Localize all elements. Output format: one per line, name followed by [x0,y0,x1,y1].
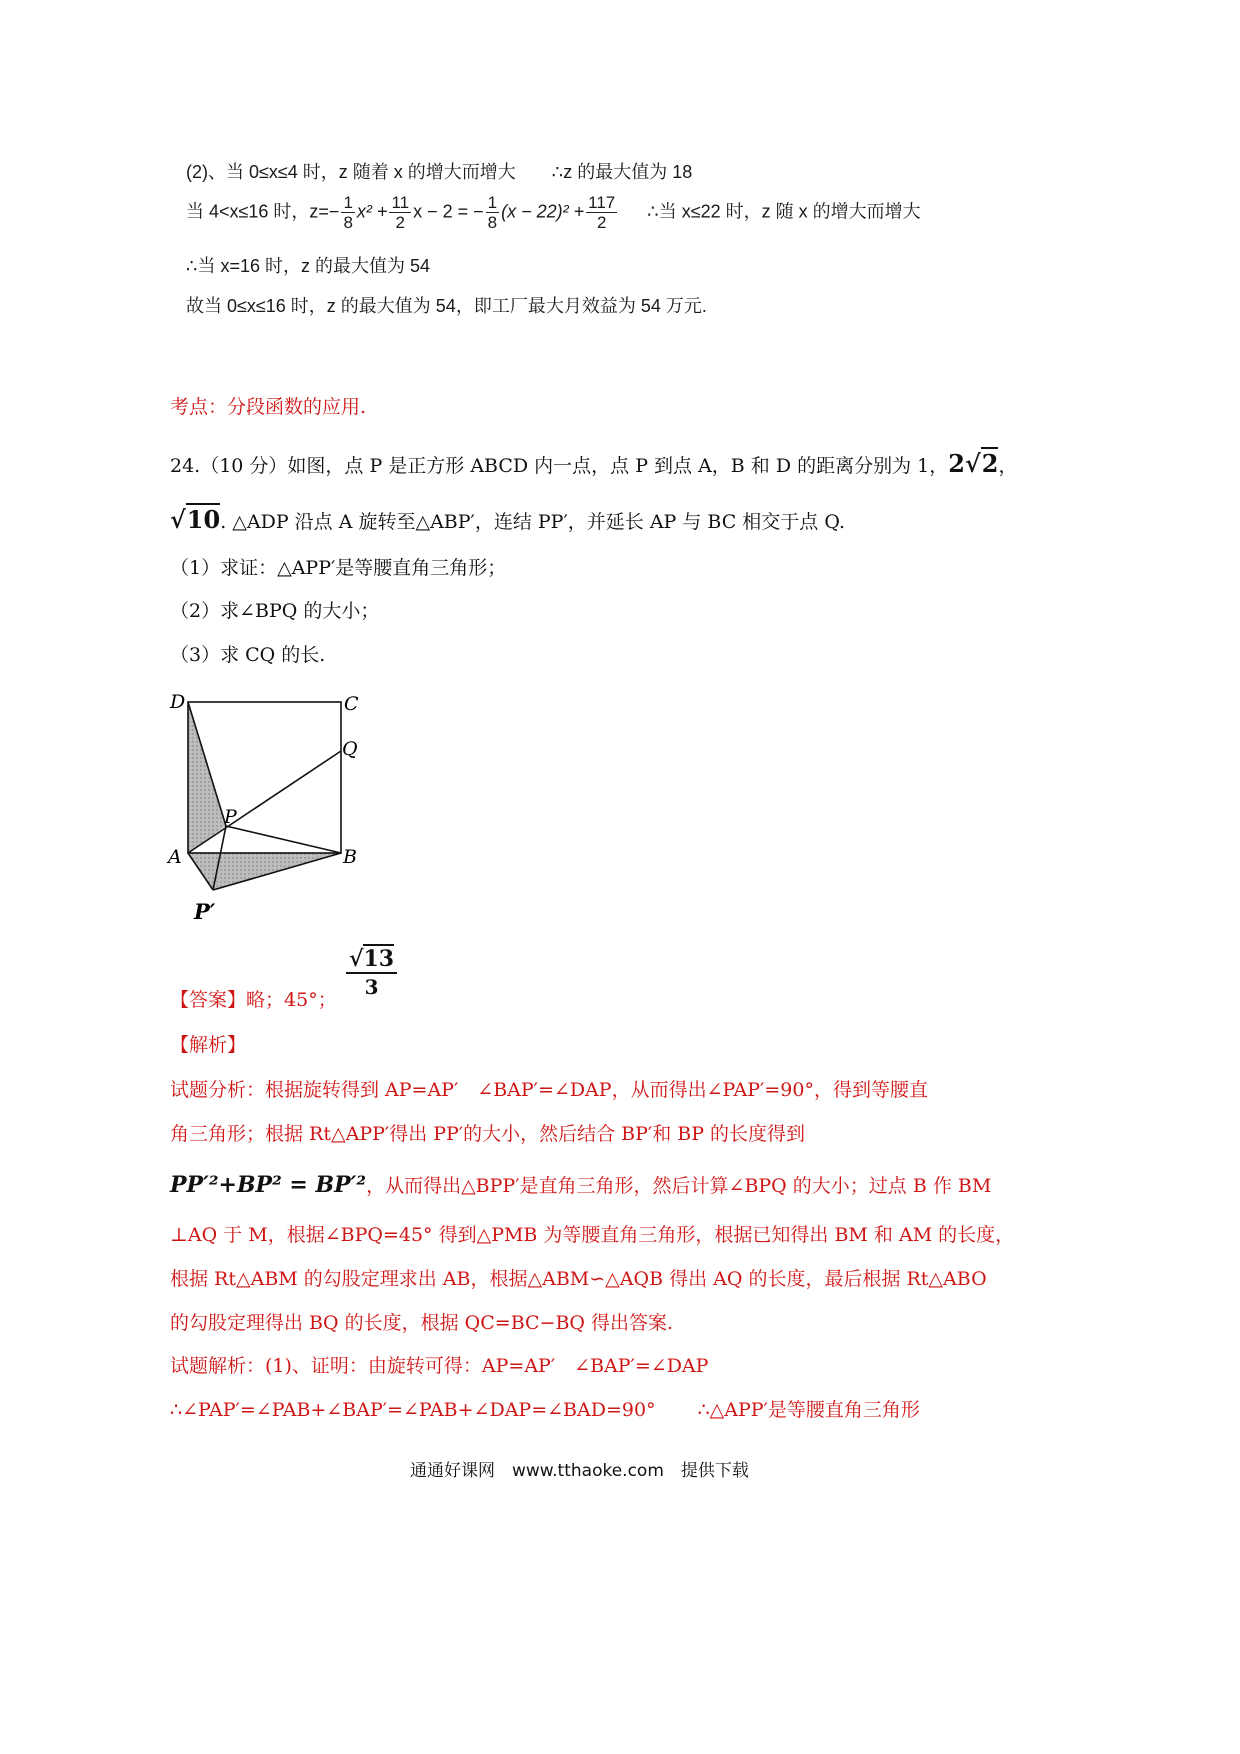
square-figure [160,685,400,935]
fraction-1-8-b: $\frac{1}{8}$ [487,193,498,232]
analysis-line-5: 根据 Rt△ABM 的勾股定理求出 AB，根据△ABM∽△AQB 得出 AQ 的长度，最后根据 Rt△ABO [170,1268,987,1290]
kaodian-note: 考点：分段函数的应用. [170,396,367,418]
triangle-abp-prime-shaded [188,853,341,890]
question-1: （1）求证：△APP′是等腰直角三角形； [170,557,507,579]
analysis-line-8: ∴∠PAP′=∠PAB+∠BAP′=∠PAB+∠DAP=∠BAD=90° ∴△APP′是等腰直角三角形 [170,1399,920,1421]
solution-line-4: 故当 0≤x≤16 时，z 的最大值为 54，即工厂最大月效益为 54 万元. [186,296,707,316]
label-d: D [170,691,186,713]
analysis-line-3: PP′²+BP² = BP′²，从而得出△BPP′是直角三角形，然后计算∠BPQ 的大小；过点 B 作 BM [170,1172,992,1198]
sqrt-10: √10 [170,505,221,534]
sqrt-2-root-2: 2√2 [948,449,999,478]
label-a: A [168,846,182,868]
analysis-line-7: 试题解析：(1)、证明：由旋转可得：AP=AP′ ∠BAP′=∠DAP [170,1355,709,1377]
formula-pythagoras: PP′²+BP² = BP′² [170,1172,367,1198]
label-p-prime: P′ [194,899,216,924]
segment-pb [226,826,341,853]
analysis-line-1: 试题分析：根据旋转得到 AP=AP′ ∠BAP′=∠DAP，从而得出∠PAP′=90°，得到等腰直 [170,1079,928,1101]
problem-stem-line-2: √10. △ADP 沿点 A 旋转至△ABP′，连结 PP′，并延长 AP 与 BC 相交于点 Q. [170,505,845,534]
analysis-label: 【解析】 [170,1034,247,1056]
answer-fraction: √13 3 [346,948,397,997]
fraction-1-8: $\frac{1}{8}$ [343,193,353,232]
solution-line-1: (2)、当 0≤x≤4 时，z 随着 x 的增大而增大 ∴z 的最大值为 18 [186,162,693,182]
label-b: B [343,846,357,868]
label-q: Q [342,738,358,760]
problem-stem-line-1: 24.（10 分）如图，点 P 是正方形 ABCD 内一点，点 P 到点 A，B 和 D 的距离分别为 1，2√2， [170,449,1018,478]
analysis-line-6: 的勾股定理得出 BQ 的长度，根据 QC=BC−BQ 得出答案. [170,1312,674,1334]
answer-label: 【答案】 [170,989,247,1011]
label-p: P [224,806,237,828]
page-footer: 通通好课网 www.tthaoke.com 提供下载 [410,1461,749,1481]
fraction-11-2: $\frac{11}{2}$ [391,193,410,232]
fraction-117-2: $\frac{117}{2}$ [588,193,616,232]
label-c: C [344,693,359,715]
question-3: （3）求 CQ 的长. [170,644,326,666]
triangle-adp-shaded [188,702,226,853]
solution-line-3: ∴当 x=16 时，z 的最大值为 54 [186,256,431,276]
analysis-line-4: ⊥AQ 于 M，根据∠BPQ=45° 得到△PMB 为等腰直角三角形，根据已知得出 BM 和 AM 的长度， [170,1224,1015,1246]
solution-line-2: 当 4<x≤16 时，z=− $\frac{1}{8}$ x² + $\frac{11}{2}$ x − 2 = − $\frac{1}{8}$ (x − 22)² + $\frac{117}{2}$ ∴当 x≤22 时，z 随 x 的增大而增大 [186,193,921,232]
answer-line: 【答案】略；45°； [170,989,337,1011]
analysis-line-2: 角三角形；根据 Rt△APP′得出 PP′的大小，然后结合 BP′和 BP 的长度得到 [170,1123,806,1145]
question-2: （2）求∠BPQ 的大小； [170,600,380,622]
